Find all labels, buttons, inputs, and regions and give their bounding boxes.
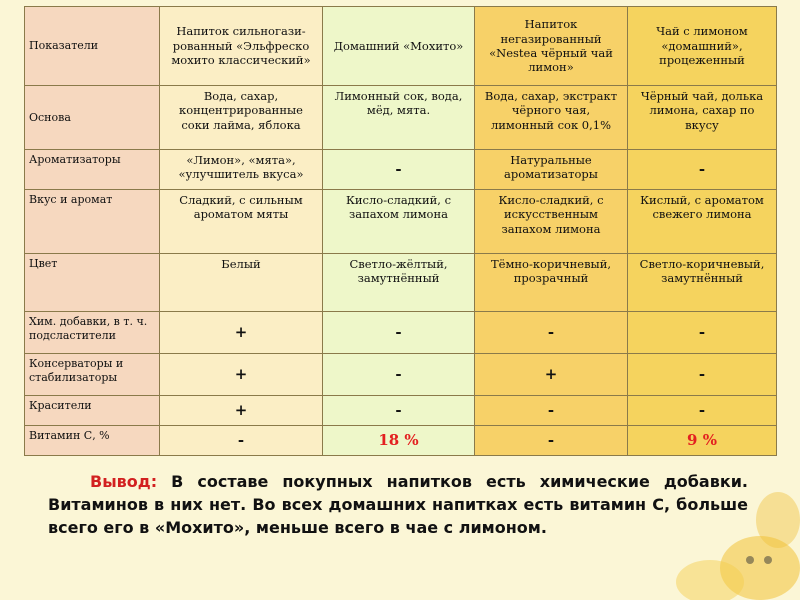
table-cell: - <box>160 426 323 456</box>
table-cell: Белый <box>160 254 323 312</box>
table-cell: Светло-коричневый, замутнённый <box>628 254 777 312</box>
row-label: Цвет <box>25 254 160 312</box>
table-cell: - <box>628 312 777 354</box>
header-cell: Домашний «Мохито» <box>323 7 475 86</box>
table-cell: + <box>160 354 323 396</box>
table-cell: Лимонный сок, вода, мёд, мята. <box>323 86 475 150</box>
table-cell: Кисло-сладкий, с искусственным запахом лимона <box>475 190 628 254</box>
table-cell: Тёмно-коричневый, прозрачный <box>475 254 628 312</box>
table-cell: - <box>323 354 475 396</box>
table-cell: + <box>475 354 628 396</box>
table-header-row <box>25 7 777 86</box>
table-cell: + <box>160 396 323 426</box>
table-cell: Вода, сахар, концентрированные соки лайма, яблока <box>160 86 323 150</box>
table-cell: - <box>475 426 628 456</box>
table-row <box>25 254 777 312</box>
row-label: Ароматизаторы <box>25 150 160 190</box>
table-cell: - <box>628 354 777 396</box>
row-label: Основа <box>25 86 160 150</box>
table-cell: - <box>628 396 777 426</box>
table-row <box>25 190 777 254</box>
table-cell: - <box>323 312 475 354</box>
conclusion-text <box>48 470 748 540</box>
comparison-table <box>24 6 777 456</box>
table-row <box>25 312 777 354</box>
row-label: Витамин С, % <box>25 426 160 456</box>
conclusion-body: В составе покупных напитков есть химические добавки. Витаминов в них нет. Во всех домашних напитках есть витамин С, больше всего его в «Мохито», меньше всего в чае с лимоном. <box>48 472 749 538</box>
header-cell: Напиток сильногази-рованный «Эльфреско мохито классический» <box>160 7 323 86</box>
header-cell: Чай с лимоном «домашний», процеженный <box>628 7 777 86</box>
table-cell: «Лимон», «мята», «улучшитель вкуса» <box>160 150 323 190</box>
table-cell: Сладкий, с сильным ароматом мяты <box>160 190 323 254</box>
table-cell: + <box>160 312 323 354</box>
table-cell: - <box>628 150 777 190</box>
table-cell: Светло-жёлтый, замутнённый <box>323 254 475 312</box>
table-cell: Натуральные ароматизаторы <box>475 150 628 190</box>
table-cell: - <box>323 150 475 190</box>
header-cell: Напиток негазированный «Nestea чёрный чай лимон» <box>475 7 628 86</box>
row-label: Вкус и аромат <box>25 190 160 254</box>
table-cell: - <box>475 312 628 354</box>
vitamin-value: 9 % <box>628 426 777 456</box>
table-row <box>25 426 777 456</box>
table-cell: Кислый, с ароматом свежего лимона <box>628 190 777 254</box>
table-row <box>25 354 777 396</box>
row-label: Красители <box>25 396 160 426</box>
table-cell: - <box>323 396 475 426</box>
table-cell: Чёрный чай, долька лимона, сахар по вкусу <box>628 86 777 150</box>
table-row <box>25 396 777 426</box>
table-row <box>25 86 777 150</box>
row-label: Консерваторы и стабилизаторы <box>25 354 160 396</box>
table-cell: Вода, сахар, экстракт чёрного чая, лимонный сок 0,1% <box>475 86 628 150</box>
vitamin-value: 18 % <box>323 426 475 456</box>
row-label: Хим. добавки, в т. ч. подсластители <box>25 312 160 354</box>
conclusion-lead: Вывод: <box>90 472 158 491</box>
table-cell: - <box>475 396 628 426</box>
header-cell: Показатели <box>25 7 160 86</box>
table-row <box>25 150 777 190</box>
table-cell: Кисло-сладкий, с запахом лимона <box>323 190 475 254</box>
